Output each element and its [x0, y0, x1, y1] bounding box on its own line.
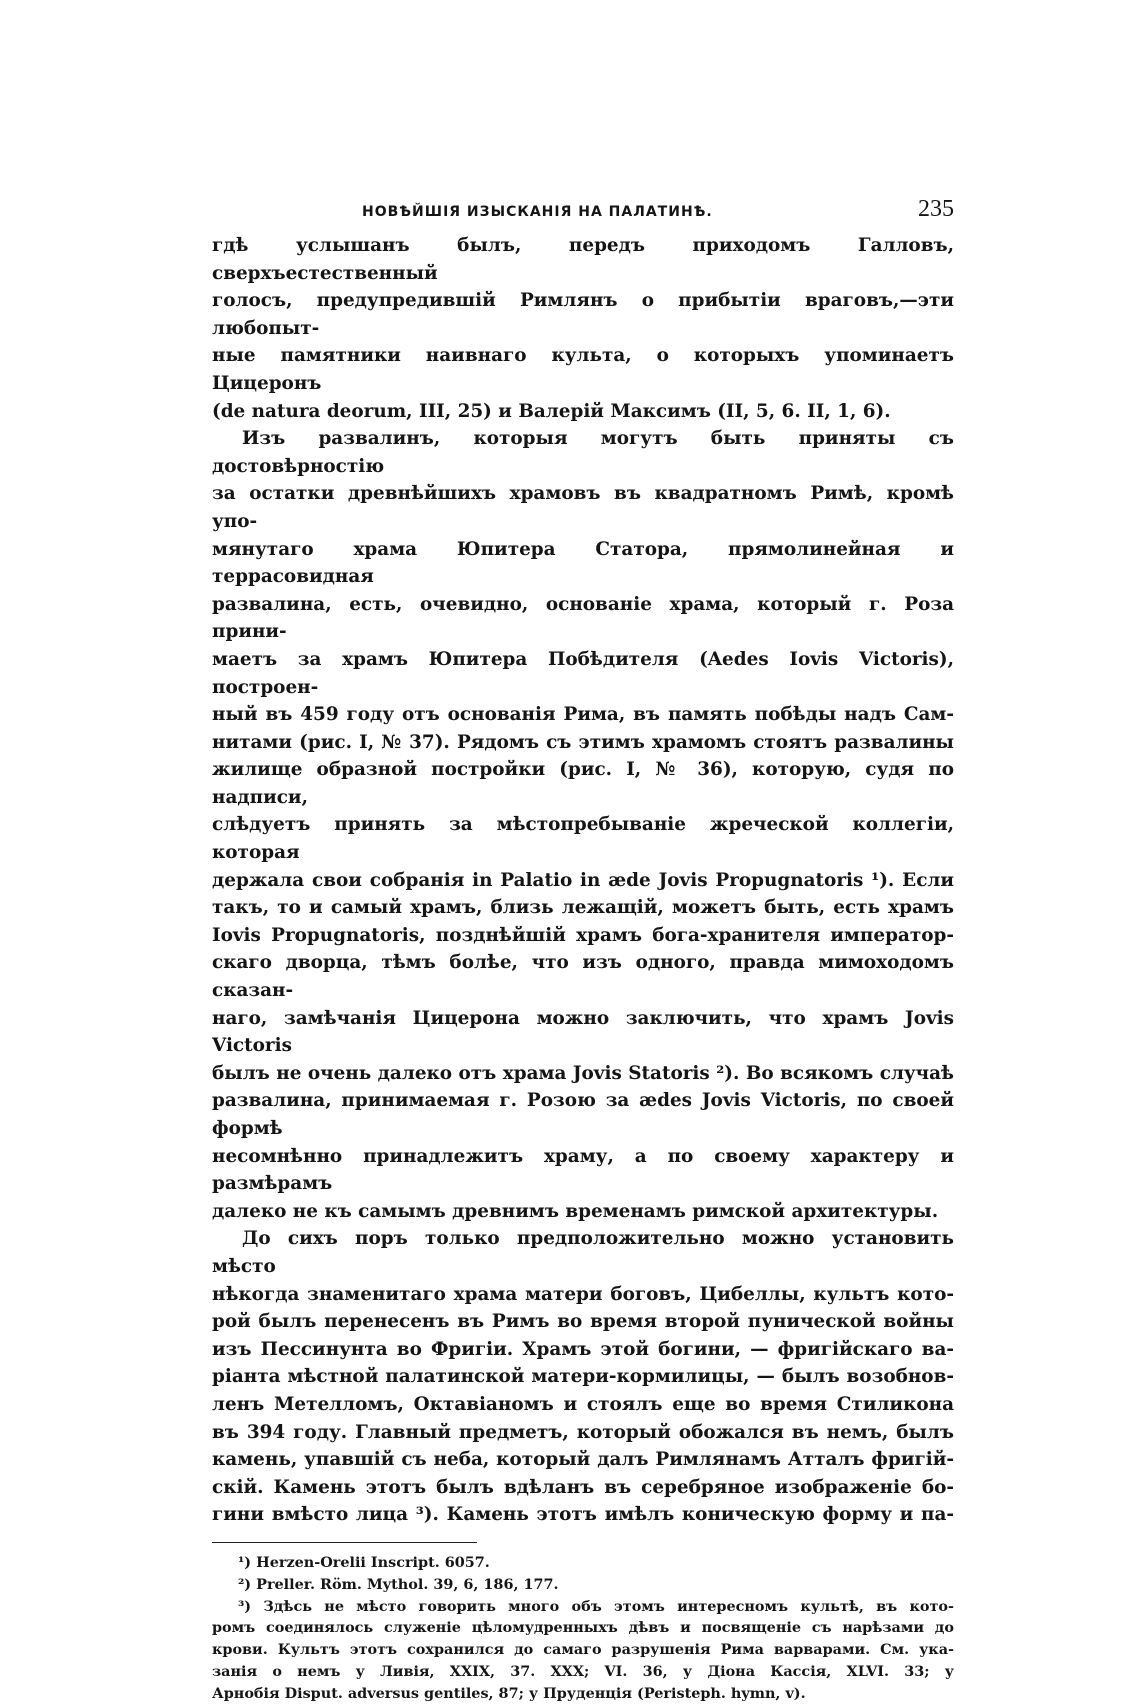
body-line: скій. Камень этотъ былъ вдѣланъ въ серебряное изображеніе бо-: [212, 1476, 954, 1498]
footnote-line: ²) Preller. Röm. Mythol. 39, 6, 186, 177.: [238, 1575, 559, 1593]
body-line: наго, замѣчанія Цицерона можно заключить, что храмъ Jovis Victoris: [212, 1007, 954, 1057]
body-line: Iovis Propugnatoris, позднѣйшій храмъ бога-хранителя император-: [212, 924, 954, 946]
body-line: нѣкогда знаменитаго храма матери боговъ, Цибеллы, культъ кото-: [212, 1283, 954, 1305]
footnote-line: занія о немъ у Ливія, XXIX, 37. XXX; VI. 36, у Діона Кассія, XLVI. 33; у: [212, 1662, 954, 1680]
footnote-line: ¹) Herzen-Orelii Inscript. 6057.: [238, 1553, 490, 1571]
body-line: несомнѣнно принадлежитъ храму, а по своему характеру и размѣрамъ: [212, 1145, 954, 1195]
footnotes: [212, 1552, 954, 1704]
footnote-line: Арнобія Disput. adversus gentiles, 87; у Пруденція (Peristeph. hymn, v).: [212, 1684, 806, 1702]
running-title: НОВѢЙШІЯ ИЗЫСКАНІЯ НА ПАЛАТИНѢ.: [362, 204, 713, 220]
body-line: маетъ за храмъ Юпитера Побѣдителя (Aedes Iovis Victoris), построен-: [212, 648, 954, 698]
body-line: голосъ, предупредившій Римлянъ о прибытіи враговъ,—эти любопыт-: [212, 290, 954, 339]
body-line: ріанта мѣстной палатинской матери-кормилицы, — былъ возобнов-: [212, 1366, 954, 1388]
body-line: ные памятники наивнаго культа, о которыхъ упоминаетъ Цицеронъ: [212, 345, 954, 394]
body-line: такъ, то и самый храмъ, близь лежащій, можетъ быть, есть храмъ: [212, 897, 954, 919]
body-line: развалина, есть, очевидно, основаніе храма, который г. Роза прини-: [212, 593, 954, 643]
body-line: гини вмѣсто лица ³). Камень этотъ имѣлъ коническую форму и па-: [212, 1504, 954, 1526]
body-line: изъ Пессинунта во Фригіи. Храмъ этой богини, — фригійскаго ва-: [212, 1338, 954, 1360]
body-line: нитами (рис. I, № 37). Рядомъ съ этимъ храмомъ стоятъ развалины: [212, 731, 954, 753]
body-line: держала свои собранія in Palatio in æde Jovis Propugnatoris ¹). Если: [212, 869, 954, 891]
body-line: былъ не очень далеко отъ храма Jovis Statoris ²). Во всякомъ случаѣ: [212, 1062, 954, 1084]
body-line: До сихъ поръ только предположительно можно установить мѣсто: [212, 1228, 954, 1277]
body-line: мянутаго храма Юпитера Статора, прямолинейная и террасовидная: [212, 538, 954, 588]
body-line: въ 394 году. Главный предметъ, который обожался въ немъ, былъ: [212, 1421, 954, 1443]
page-number: 235: [918, 196, 954, 222]
footnote-line: ромъ соединялось служеніе цѣломудренныхъ дѣвъ и посвященіе съ нарѣзами до: [212, 1619, 954, 1637]
body-line: жилище образной постройки (рис. I, № 36), которую, судя по надписи,: [212, 759, 954, 808]
running-head: [212, 196, 954, 232]
body-line: развалина, принимаемая г. Розою за ædes Jovis Victoris, по своей формѣ: [212, 1090, 954, 1139]
body-line: ный въ 459 году отъ основанія Рима, въ память побѣды надъ Сам-: [212, 704, 954, 726]
body-line: Изъ развалинъ, которыя могутъ быть приняты съ достовѣрностію: [212, 428, 954, 477]
body-text: [212, 232, 954, 1529]
footnote-line: ³) Здѣсь не мѣсто говорить много объ этомъ интересномъ культѣ, въ кото-: [238, 1597, 954, 1615]
footnote-line: крови. Культъ этотъ сохранился до самаго разрушенія Рима варварами. См. ука-: [212, 1641, 954, 1659]
body-line: рой былъ перенесенъ въ Римъ во время второй пунической войны: [212, 1311, 954, 1333]
body-line: камень, упавшій съ неба, который далъ Римлянамъ Атталъ фригій-: [212, 1449, 954, 1471]
page: [212, 196, 954, 1704]
body-line: гдѣ услышанъ былъ, передъ приходомъ Галловъ, сверхъестественный: [212, 235, 954, 284]
body-line: (de natura deorum, III, 25) и Валерій Максимъ (II, 5, 6. II, 1, 6).: [212, 400, 891, 422]
body-line: далеко не къ самымъ древнимъ временамъ римской архитектуры.: [212, 1200, 939, 1222]
body-line: за остатки древнѣйшихъ храмовъ въ квадратномъ Римѣ, кромѣ упо-: [212, 483, 954, 532]
body-line: ленъ Метелломъ, Октавіаномъ и стоялъ еще во время Стиликона: [212, 1393, 954, 1415]
footnote-divider: [212, 1542, 477, 1543]
body-line: слѣдуетъ принять за мѣстопребываніе жреческой коллегіи, которая: [212, 814, 954, 864]
body-line: скаго дворца, тѣмъ болѣе, что изъ одного, правда мимоходомъ сказан-: [212, 952, 954, 1002]
